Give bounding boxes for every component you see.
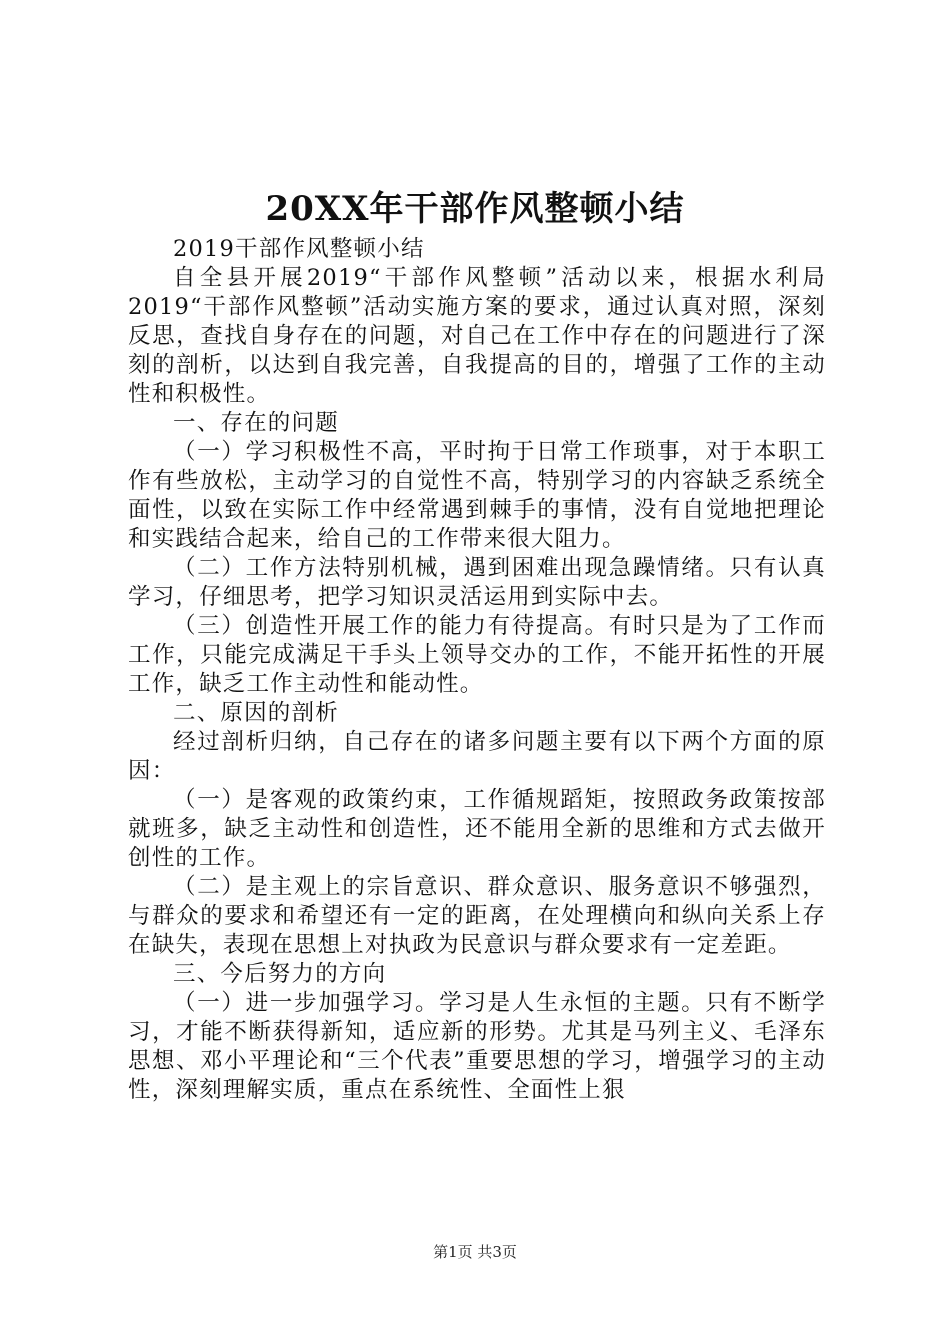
problem-item-2: （二）工作方法特别机械，遇到困难出现急躁情绪。只有认真学习，仔细思考，把学习知识灵活运用到实际中去。 — [128, 555, 826, 610]
problem-item-1: （一）学习积极性不高，平时拘于日常工作琐事，对于本职工作有些放松，主动学习的自觉性不高，特别学习的内容缺乏系统全面性，以致在实际工作中经常遇到棘手的事情，没有自觉地把理论和实践结合起来，给自己的工作带来很大阻力。 — [128, 439, 826, 552]
page-footer: 第1页 共3页 — [433, 1243, 517, 1261]
section-heading-directions: 三、今后努力的方向 — [173, 961, 387, 987]
subtitle-paragraph: 2019干部作风整顿小结 — [173, 236, 425, 262]
cause-item-1: （一）是客观的政策约束，工作循规蹈矩，按照政务政策按部就班多，缺乏主动性和创造性，还不能用全新的思维和方式去做开创性的工作。 — [128, 787, 826, 871]
intro-paragraph: 自全县开展2019“干部作风整顿”活动以来，根据水利局2019“干部作风整顿”活动实施方案的要求，通过认真对照，深刻反思，查找自身存在的问题，对自己在工作中存在的问题进行了深刻的剖析，以达到自我完善，自我提高的目的，增强了工作的主动性和积极性。 — [128, 265, 826, 407]
section-heading-problems: 一、存在的问题 — [173, 410, 339, 436]
document-title: 20XX年干部作风整顿小结 — [265, 189, 685, 229]
problem-item-3: （三）创造性开展工作的能力有待提高。有时只是为了工作而工作，只能完成满足干手头上领导交办的工作，不能开拓性的开展工作，缺乏工作主动性和能动性。 — [128, 613, 826, 697]
document-body — [128, 235, 826, 1105]
cause-item-2: （二）是主观上的宗旨意识、群众意识、服务意识不够强烈，与群众的要求和希望还有一定的距离，在处理横向和纵向关系上存在缺失，表现在思想上对执政为民意识与群众要求有一定差距。 — [128, 874, 826, 958]
section-heading-causes: 二、原因的剖析 — [173, 700, 339, 726]
causes-intro-paragraph: 经过剖析归纳，自己存在的诸多问题主要有以下两个方面的原因： — [128, 729, 826, 784]
direction-item-1: （一）进一步加强学习。学习是人生永恒的主题。只有不断学习，才能不断获得新知，适应新的形势。尤其是马列主义、毛泽东思想、邓小平理论和“三个代表”重要思想的学习，增强学习的主动性，深刻理解实质，重点在系统性、全面性上狠 — [128, 990, 826, 1103]
